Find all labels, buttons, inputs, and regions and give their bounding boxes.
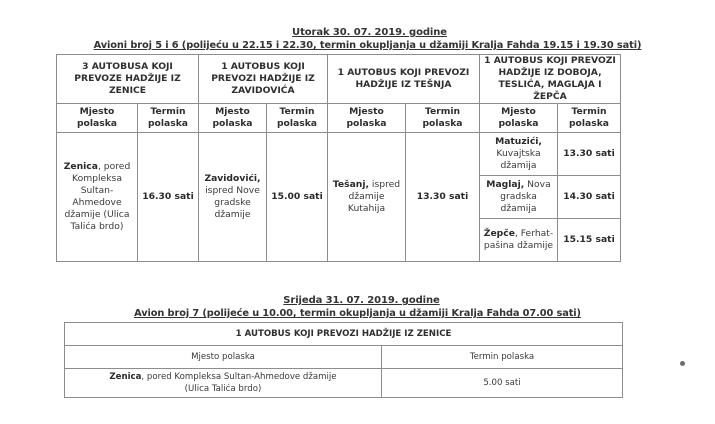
group-header-row: [57, 55, 621, 104]
col-header-time: Termin polaska: [406, 104, 480, 133]
col-header-time: Termin polaska: [138, 104, 199, 133]
departure-time-zenica: 16.30 sati: [138, 133, 199, 262]
place-name: Zenica: [109, 372, 142, 382]
group-header-zenica: 3 AUTOBUSA KOJI PREVOZE HADŽIJE IZ ZENICE: [57, 55, 199, 104]
group-header-row: [65, 323, 623, 346]
departure-time-matuzici: 13.30 sati: [558, 133, 621, 176]
group-header-tesanj: 1 AUTOBUS KOJI PREVOZI HADŽIJE IZ TEŠNJA: [328, 55, 480, 104]
group-header-doboj: 1 AUTOBUS KOJI PREVOZI HADŽIJE IZ DOBOJA, TESLIĆA, MAGLAJA I ŽEPČA: [480, 55, 621, 104]
departure-time-maglaj: 14.30 sati: [558, 176, 621, 219]
place-name: Zenica: [63, 161, 98, 172]
departure-place-matuzici: [480, 133, 558, 176]
col-header-place: Mjesto polaska: [480, 104, 558, 133]
col-header-place: Mjesto polaska: [65, 346, 382, 369]
place-detail: ispred Nove gradske džamije: [205, 185, 260, 220]
place-detail: Nova gradska džamija: [500, 179, 551, 214]
day1-date-title: Utorak 30. 07. 2019. godine: [292, 27, 447, 38]
departure-place-tesanj: [328, 133, 406, 262]
group-header-zavidovici: 1 AUTOBUS KOJI PREVOZI HADŽIJE IZ ZAVIDOVIĆA: [199, 55, 328, 104]
column-header-row: [65, 346, 623, 369]
place-name: Žepče: [483, 228, 515, 239]
table-row: [57, 133, 621, 176]
departure-time-zavidovici: 15.00 sati: [267, 133, 328, 262]
place-name: Matuzići,: [495, 136, 542, 147]
departure-place-zavidovici: [199, 133, 267, 262]
place-detail: , pored Kompleksa Sultan-Ahmedove džamije (Ulica Talića brdo): [64, 161, 131, 232]
day2-schedule-table: [64, 322, 623, 398]
place-detail: , Ferhat-pašina džamije: [483, 228, 554, 251]
place-name: Tešanj,: [332, 179, 369, 190]
departure-place-zenica: [57, 133, 138, 262]
departure-time-zepce: 15.15 sati: [558, 219, 621, 262]
departure-place-zenica: [65, 369, 382, 398]
col-header-time: Termin polaska: [382, 346, 623, 369]
day1-flight-info: Avioni broj 5 i 6 (polijeću u 22.15 i 22.30, termin okupljanja u džamiji Kralja Fahda 19.15 i 19.30 sati): [93, 40, 642, 51]
departure-place-maglaj: [480, 176, 558, 219]
col-header-place: Mjesto polaska: [328, 104, 406, 133]
place-detail-line2: (Ulica Talića brdo): [184, 384, 262, 394]
departure-place-zepce: [480, 219, 558, 262]
col-header-place: Mjesto polaska: [57, 104, 138, 133]
departure-time-tesanj: 13.30 sati: [406, 133, 480, 262]
col-header-time: Termin polaska: [558, 104, 621, 133]
day1-schedule-table: [56, 54, 621, 262]
day2-flight-info: Avion broj 7 (polijeće u 10.00, termin okupljanja u džamiji Kralja Fahda 07.00 sati): [134, 308, 581, 319]
group-header-zenica: 1 AUTOBUS KOJI PREVOZI HADŽIJE IZ ZENICE: [65, 323, 623, 346]
scan-speck: [680, 361, 685, 366]
column-header-row: [57, 104, 621, 133]
departure-time-zenica: 5.00 sati: [382, 369, 623, 398]
place-name: Maglaj,: [486, 179, 525, 190]
col-header-time: Termin polaska: [267, 104, 328, 133]
place-detail: Kuvajtska džamija: [496, 148, 541, 171]
place-detail: , pored Kompleksa Sultan-Ahmedove džamije: [141, 372, 337, 382]
day2-date-title: Srijeda 31. 07. 2019. godine: [283, 295, 440, 306]
place-detail: ispred džamije Kutahija: [347, 179, 401, 214]
table-row: [65, 369, 623, 398]
col-header-place: Mjesto polaska: [199, 104, 267, 133]
place-name: Zavidovići,: [204, 173, 261, 184]
